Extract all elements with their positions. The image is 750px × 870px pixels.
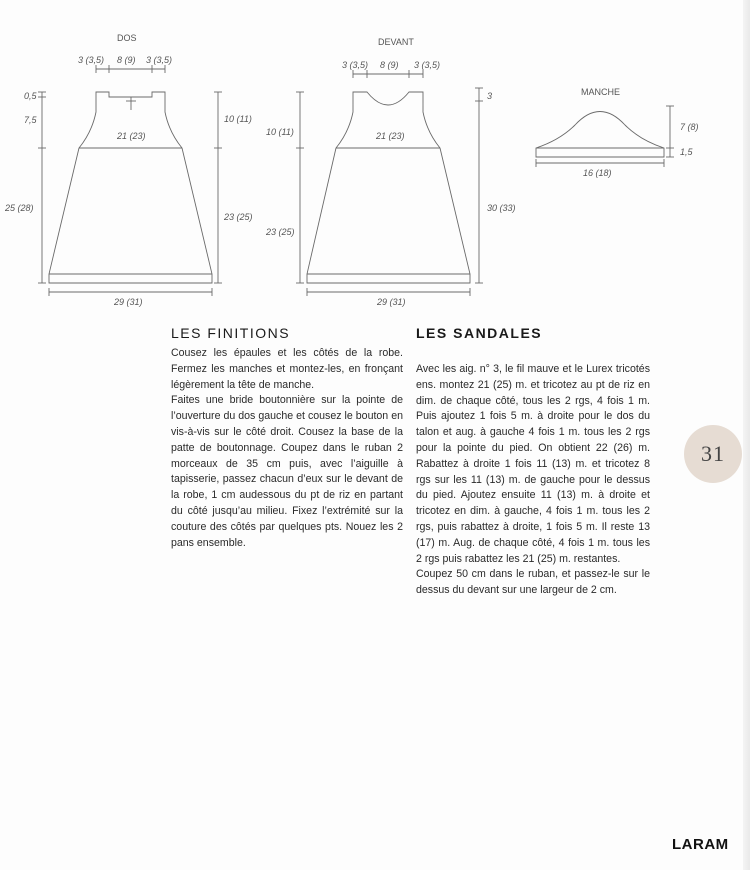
page-number: 31	[701, 441, 725, 466]
manche-title: MANCHE	[581, 87, 621, 97]
dos-top-width-right: 3 (3,5)	[146, 55, 173, 65]
dos-left-total: 25 (28)	[5, 203, 34, 213]
dos-chest: 21 (23)	[117, 131, 146, 141]
manche-outline	[536, 112, 664, 158]
dos-left-top: 7,5	[24, 115, 37, 125]
dos-right-armhole: 10 (11)	[224, 114, 252, 124]
dos-right-lower: 23 (25)	[224, 212, 253, 222]
devant-bottom-width: 29 (31)	[377, 297, 406, 307]
dos-title: DOS	[117, 33, 137, 43]
sandales-title: LES SANDALES	[416, 325, 543, 341]
manche-right-band: 1,5	[680, 147, 693, 157]
dos-top-width-left: 3 (3,5)	[78, 55, 105, 65]
brand-label: LARAM	[672, 836, 729, 853]
sandales-text	[416, 362, 650, 599]
devant-right-total: 30 (33)	[487, 203, 516, 213]
devant-outline	[307, 92, 470, 283]
manche-right-height: 7 (8)	[680, 122, 699, 132]
devant-title: DEVANT	[378, 37, 414, 47]
finitions-paragraph: Cousez les épaules et les côtés de la robe. Fermez les manches et montez-les, en fronçant légèrement la tête de manche.	[171, 347, 403, 391]
dos-top-width-mid: 8 (9)	[117, 55, 136, 65]
devant-left-armhole: 10 (11)	[266, 127, 294, 137]
finitions-title: LES FINITIONS	[171, 325, 291, 341]
dos-left-small: 0,5	[24, 91, 37, 101]
devant-right-neck: 3	[487, 91, 493, 101]
manche-bottom-width: 16 (18)	[583, 168, 612, 178]
devant-chest: 21 (23)	[376, 131, 405, 141]
pattern-schematics	[0, 0, 750, 320]
finitions-paragraph: Faites une bride boutonnière sur la pointe de l’ouverture du dos gauche et cousez le bouton en vis-à-vis sur le côté droit. Cousez la base de la patte de boutonnage. Coupez dans le ruban 2 morceaux de 35 cm puis, avec l’aiguille à tapisserie, passez chacun d’eux sur le devant de la robe, 1 cm audessous du pt de riz en partant du côté jusqu’au milieu. Fixez l’extrémité sur la couture des côtés par quelques pts. Nouez les 2 pans ensemble.	[171, 394, 403, 549]
devant-left-lower: 23 (25)	[266, 227, 295, 237]
dos-outline	[49, 92, 212, 283]
finitions-text	[171, 346, 403, 551]
devant-top-width-right: 3 (3,5)	[414, 60, 441, 70]
page-number-badge	[684, 425, 742, 483]
sandales-paragraph: Coupez 50 cm dans le ruban, et passez-le sur le dessus du devant sur une largeur de 2 cm.	[416, 568, 650, 597]
page-edge	[743, 0, 750, 870]
dos-bottom-width: 29 (31)	[114, 297, 143, 307]
devant-top-width-mid: 8 (9)	[380, 60, 399, 70]
devant-top-width-left: 3 (3,5)	[342, 60, 369, 70]
sandales-paragraph: Avec les aig. n° 3, le fil mauve et le Lurex tricotés ens. montez 21 (25) m. et tricotez au pt de riz en dim. de chaque côté, tous les 2 rgs, 4 fois 1 m. Puis ajoutez 1 fois 5 m. à droite pour le dos du talon et aug. à gauche 4 fois 1 m. tous les 2 rgs pour la pointe du pied. On obtient 22 (26) m. Rabattez à droite 1 fois 11 (13) m. et tricotez 8 rgs sur les 11 (13) m. de gauche pour le dessus du pied. Ajoutez ensuite 11 (13) m. à droite et tricotez en dim. à gauche, 4 fois 1 m. tous les 2 rgs, puis rabattez à droite, 1 fois 5 m. Il reste 13 (17) m. Aug. de chaque côté, 4 fois 1 m. tous les 2 rgs puis rabattez les 21 (25) m. restantes.	[416, 363, 650, 565]
